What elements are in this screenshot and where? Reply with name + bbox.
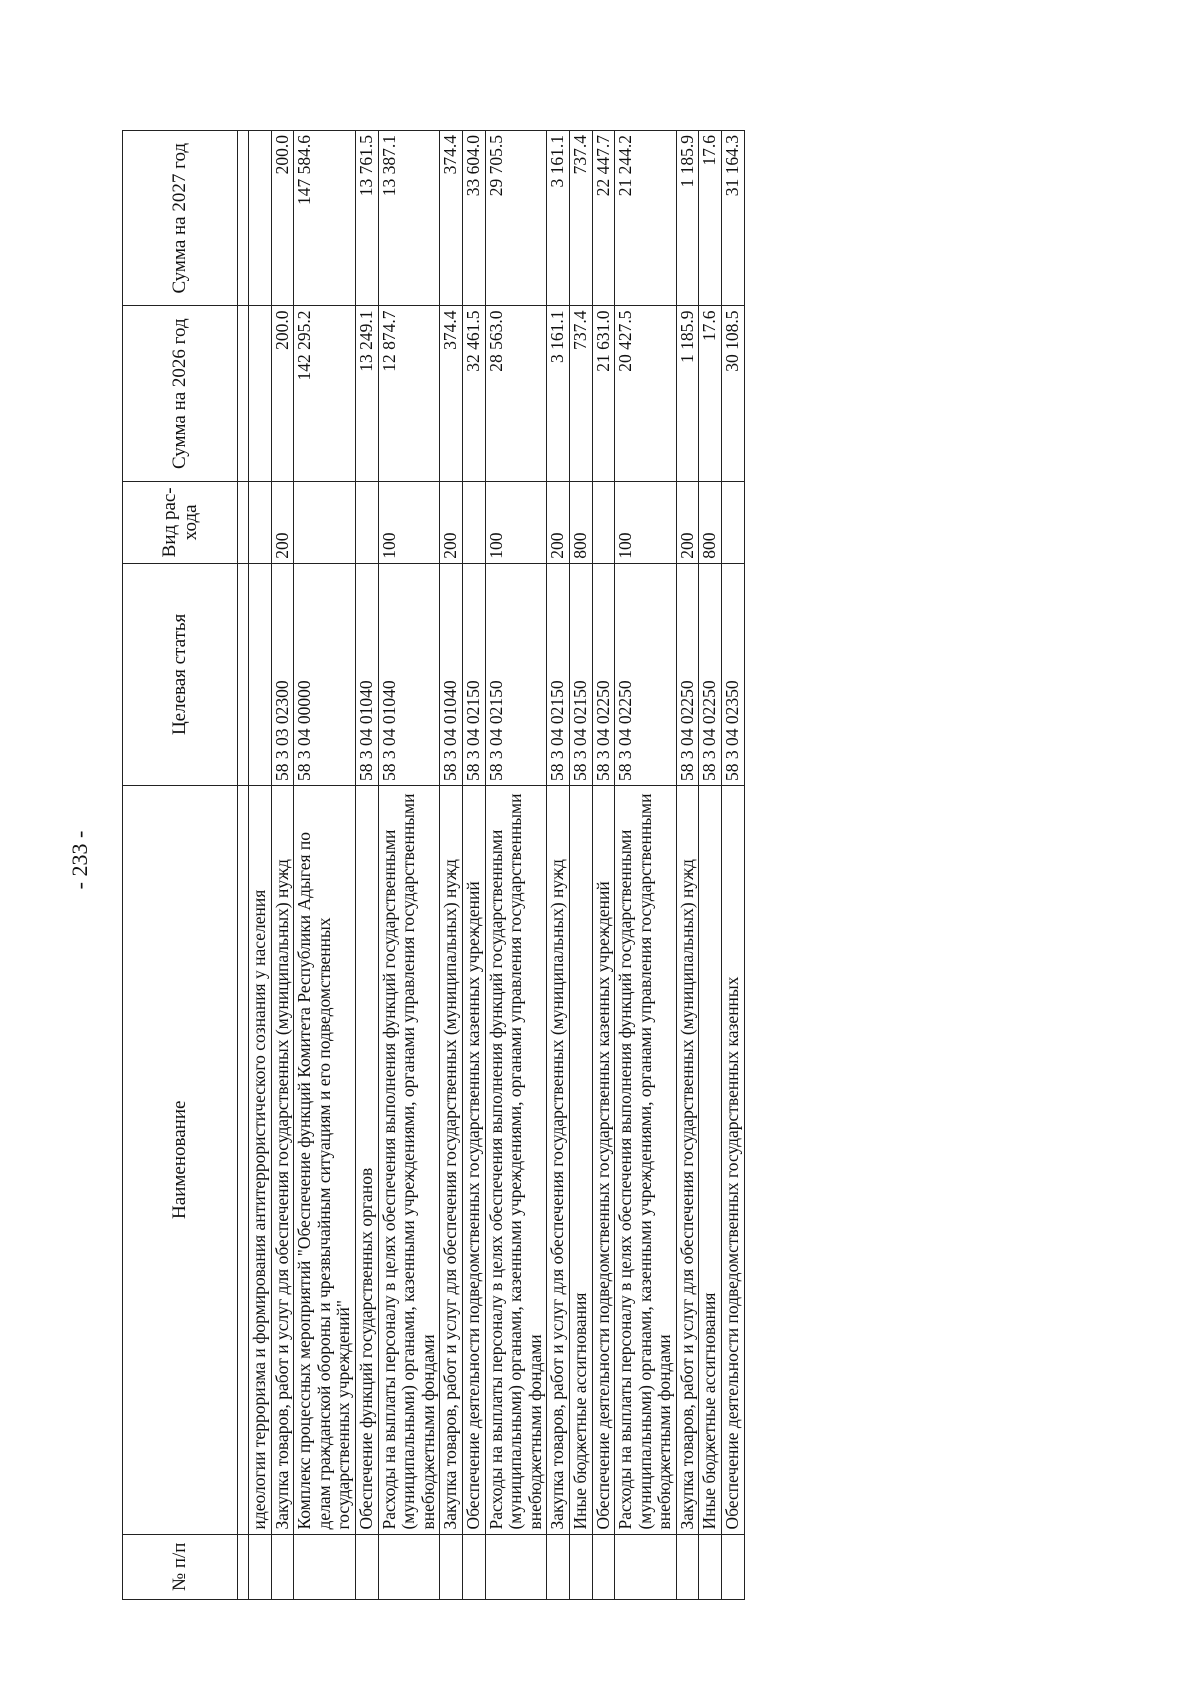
table-body: [238, 131, 745, 1600]
cell-sum-2026: 30 108.5: [722, 306, 745, 481]
table-row: [294, 131, 356, 1600]
cell-sum-2027: 29 705.5: [485, 131, 547, 306]
cell-no: [355, 1534, 378, 1599]
cell-sum-2026: 200.0: [271, 306, 294, 481]
table-row: [615, 131, 677, 1600]
cell-name: Закупка товаров, работ и услуг для обеспечения государственных (муниципальных) нужд: [676, 785, 699, 1534]
cell-sum-2027: 13 387.1: [378, 131, 440, 306]
cell-vid: [462, 481, 485, 563]
cell-name: Иные бюджетные ассигнования: [569, 785, 592, 1534]
cell-code: 58 3 04 02350: [722, 563, 745, 785]
cell-vid: [592, 481, 615, 563]
table-row: [249, 131, 272, 1600]
cell-vid: [249, 481, 272, 563]
cell-vid: 100: [378, 481, 440, 563]
table-row: [462, 131, 485, 1600]
cell-code: 58 3 03 02300: [271, 563, 294, 785]
table-row: [485, 131, 547, 1600]
cell-sum-2026: 737.4: [569, 306, 592, 481]
cell-code: 58 3 04 01040: [378, 563, 440, 785]
cell-vid: 200: [676, 481, 699, 563]
cell-name: Обеспечение деятельности подведомственных государственных казенных: [722, 785, 745, 1534]
cell-sum-2026: 374.4: [440, 306, 463, 481]
cell-no: [249, 1534, 272, 1599]
cell-code: 58 3 04 02250: [699, 563, 722, 785]
header-sum-2027: Сумма на 2027 год: [123, 131, 238, 306]
cell-vid: 800: [569, 481, 592, 563]
cell-code: 58 3 04 01040: [440, 563, 463, 785]
cell-code: 58 3 04 01040: [355, 563, 378, 785]
cell-no: [592, 1534, 615, 1599]
cell-no: [699, 1534, 722, 1599]
cell-sum-2027: 147 584.6: [294, 131, 356, 306]
cell-vid: 100: [485, 481, 547, 563]
table-row: [271, 131, 294, 1600]
cell-vid: 200: [440, 481, 463, 563]
table-row: [569, 131, 592, 1600]
cell-name: Расходы на выплаты персоналу в целях обеспечения выполнения функций государственными (муниципальными) органами, казенными учреждениями, органами управления государственными внебюджетными фондами: [485, 785, 547, 1534]
cell-no: [294, 1534, 356, 1599]
cell-name: Расходы на выплаты персоналу в целях обеспечения выполнения функций государственными (муниципальными) органами, казенными учреждениями, органами управления государственными внебюджетными фондами: [615, 785, 677, 1534]
cell-no: [440, 1534, 463, 1599]
cell-code: 58 3 04 02150: [547, 563, 570, 785]
cell-no: [615, 1534, 677, 1599]
cell-code: 58 3 04 02250: [615, 563, 677, 785]
cell-vid: [294, 481, 356, 563]
cell-sum-2026: 20 427.5: [615, 306, 677, 481]
cell-sum-2027: 737.4: [569, 131, 592, 306]
cell-sum-2027: 13 761.5: [355, 131, 378, 306]
table-row: [547, 131, 570, 1600]
cell-no: [676, 1534, 699, 1599]
cell-name: Закупка товаров, работ и услуг для обеспечения государственных (муниципальных) нужд: [547, 785, 570, 1534]
cell-name: Обеспечение деятельности подведомственных государственных казенных учреждений: [462, 785, 485, 1534]
cell-vid: 100: [615, 481, 677, 563]
cell-name: Обеспечение деятельности подведомственных государственных казенных учреждений: [592, 785, 615, 1534]
cell-sum-2026: 28 563.0: [485, 306, 547, 481]
cell-no: [569, 1534, 592, 1599]
cell-sum-2026: 32 461.5: [462, 306, 485, 481]
table-row: [378, 131, 440, 1600]
cell-sum-2026: 1 185.9: [676, 306, 699, 481]
cell-no: [378, 1534, 440, 1599]
cell-sum-2027: 374.4: [440, 131, 463, 306]
cell-no: [485, 1534, 547, 1599]
cell-code: 58 3 04 00000: [294, 563, 356, 785]
cell-sum-2027: 33 604.0: [462, 131, 485, 306]
cell-sum-2027: 3 161.1: [547, 131, 570, 306]
cell-sum-2027: 17.6: [699, 131, 722, 306]
cell-name: Комплекс процессных мероприятий "Обеспечение функций Комитета Республики Адыгея по делам гражданской обороны и чрезвычайным ситуациям и его подведомственных государственных учреждений": [294, 785, 356, 1534]
header-sum-2026: Сумма на 2026 год: [123, 306, 238, 481]
cell-no: [722, 1534, 745, 1599]
cell-code: 58 3 04 02150: [462, 563, 485, 785]
cell-name: Иные бюджетные ассигнования: [699, 785, 722, 1534]
cell-vid: 200: [547, 481, 570, 563]
cell-code: [249, 563, 272, 785]
cell-sum-2027: 200.0: [271, 131, 294, 306]
cell-sum-2026: 17.6: [699, 306, 722, 481]
cell-sum-2026: [249, 306, 272, 481]
cell-sum-2027: 22 447.7: [592, 131, 615, 306]
cell-name: Обеспечение функций государственных органов: [355, 785, 378, 1534]
header-no: № п/п: [123, 1534, 238, 1599]
page-number: - 233 -: [67, 830, 92, 890]
header-code: Целевая статья: [123, 563, 238, 785]
table-row: [355, 131, 378, 1600]
cell-sum-2026: 13 249.1: [355, 306, 378, 481]
rotated-page-content: [60, 60, 1140, 1660]
table-spacer-row: [238, 131, 249, 1600]
cell-name: Закупка товаров, работ и услуг для обеспечения государственных (муниципальных) нужд: [440, 785, 463, 1534]
cell-sum-2026: 3 161.1: [547, 306, 570, 481]
header-name: Наименование: [123, 785, 238, 1534]
cell-code: 58 3 04 02250: [592, 563, 615, 785]
budget-table: [122, 130, 745, 1600]
cell-sum-2026: 142 295.2: [294, 306, 356, 481]
cell-name: идеологии терроризма и формирования антитеррористического сознания у населения: [249, 785, 272, 1534]
cell-sum-2027: [249, 131, 272, 306]
cell-no: [462, 1534, 485, 1599]
cell-sum-2026: 12 874.7: [378, 306, 440, 481]
cell-sum-2027: 31 164.3: [722, 131, 745, 306]
table-header-row: [123, 131, 238, 1600]
table-row: [699, 131, 722, 1600]
header-vid: Вид рас-хода: [123, 481, 238, 563]
cell-name: Закупка товаров, работ и услуг для обеспечения государственных (муниципальных) нужд: [271, 785, 294, 1534]
cell-code: 58 3 04 02250: [676, 563, 699, 785]
cell-sum-2027: 1 185.9: [676, 131, 699, 306]
cell-vid: [355, 481, 378, 563]
table-row: [592, 131, 615, 1600]
table-row: [440, 131, 463, 1600]
cell-sum-2027: 21 244.2: [615, 131, 677, 306]
cell-no: [547, 1534, 570, 1599]
cell-vid: [722, 481, 745, 563]
cell-vid: 200: [271, 481, 294, 563]
cell-sum-2026: 21 631.0: [592, 306, 615, 481]
cell-name: Расходы на выплаты персоналу в целях обеспечения выполнения функций государственными (муниципальными) органами, казенными учреждениями, органами управления государственными внебюджетными фондами: [378, 785, 440, 1534]
table-row: [676, 131, 699, 1600]
cell-no: [271, 1534, 294, 1599]
cell-vid: 800: [699, 481, 722, 563]
cell-code: 58 3 04 02150: [569, 563, 592, 785]
table-row: [722, 131, 745, 1600]
cell-code: 58 3 04 02150: [485, 563, 547, 785]
